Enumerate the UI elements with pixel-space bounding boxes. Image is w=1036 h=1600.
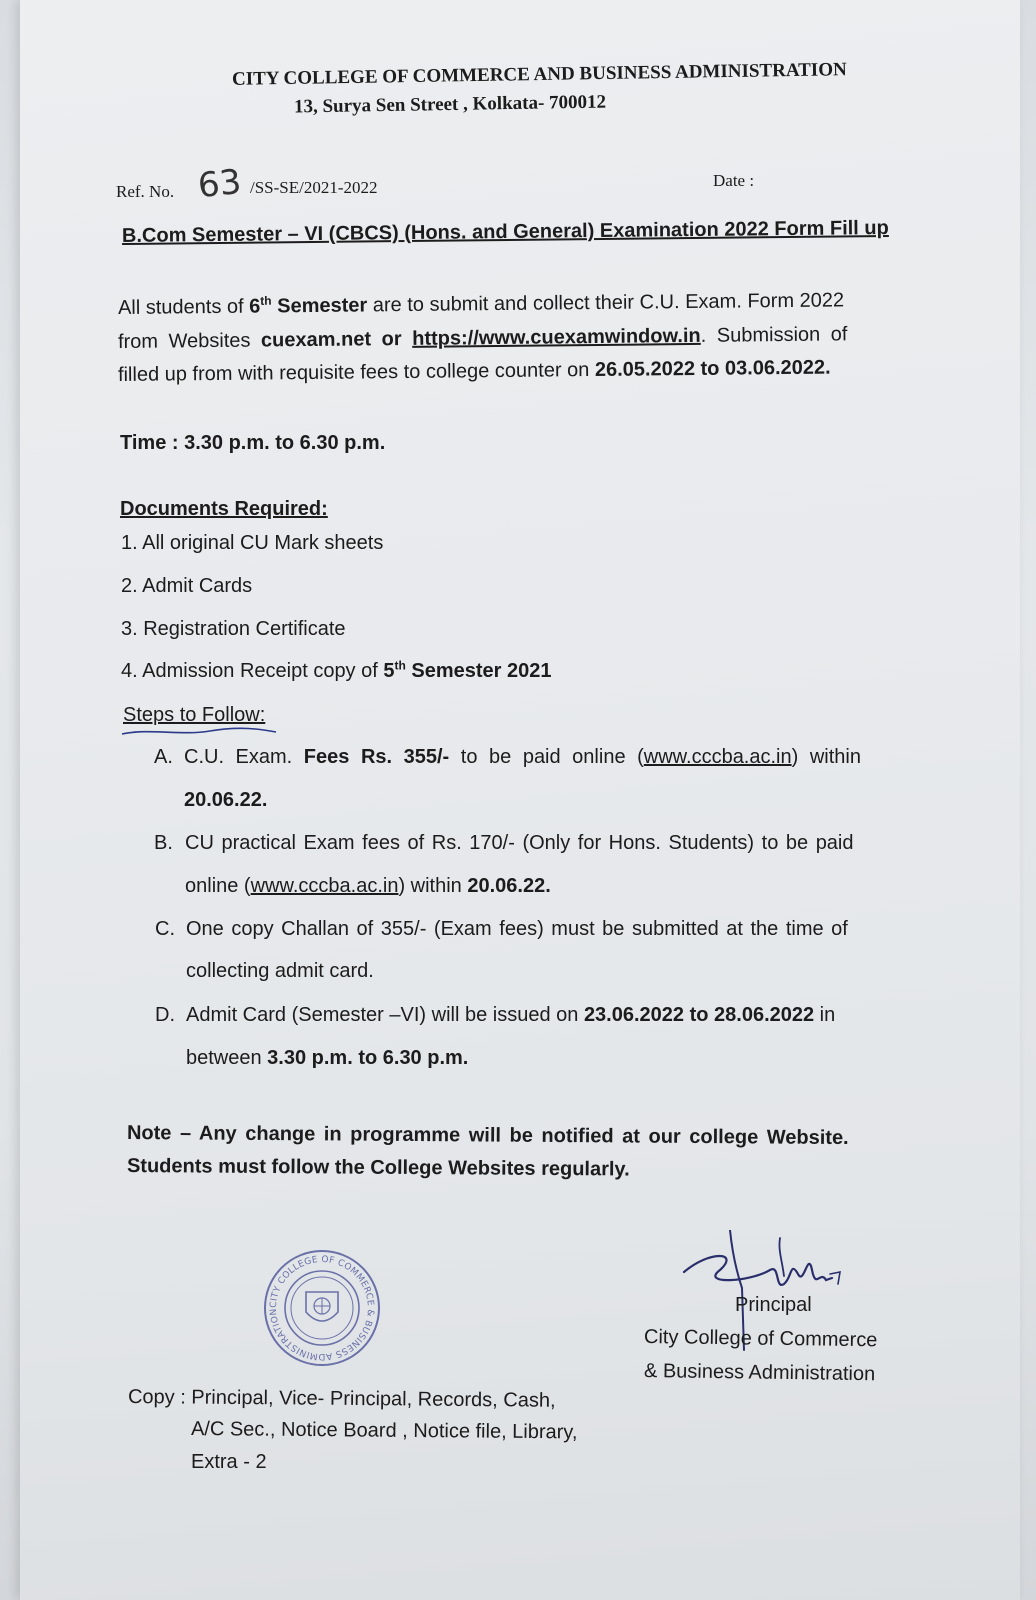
- document-item-4: 4. Admission Receipt copy of 5th Semester 2021: [121, 658, 552, 682]
- copy-line-1: Copy : Principal, Vice- Principal, Records, Cash,: [127, 1386, 556, 1412]
- documents-heading: Documents Required:: [120, 498, 328, 520]
- svg-text:CITY COLLEGE OF COMMERCE & BUS: CITY COLLEGE OF COMMERCE & BUSINESS ADMINISTRATION: [268, 1254, 376, 1362]
- step-c-letter: C.: [155, 918, 175, 940]
- steps-heading: Steps to Follow:: [123, 704, 266, 726]
- college-name: CITY COLLEGE OF COMMERCE AND BUSINESS ADMINISTRATION: [231, 59, 847, 90]
- step-d-line-2: between 3.30 p.m. to 6.30 p.m.: [186, 1047, 469, 1069]
- date-label: Date :: [713, 171, 755, 190]
- ref-suffix: /SS-SE/2021-2022: [250, 178, 378, 197]
- cuexam-link[interactable]: cuexam.net: [260, 328, 372, 352]
- intro-line-1: All students of 6th Semester are to submit and collect their C.U. Exam. Form 2022: [117, 289, 845, 319]
- copy-line-2: A/C Sec., Notice Board , Notice file, Library,: [190, 1418, 578, 1444]
- subject-heading: B.Com Semester – VI (CBCS) (Hons. and General) Examination 2022 Form Fill up: [121, 216, 889, 247]
- ref-number-handwritten: 63: [196, 161, 244, 207]
- step-d-line-1: Admit Card (Semester –VI) will be issued on 23.06.2022 to 28.06.2022 in: [186, 1004, 836, 1026]
- step-b-line-2: online (www.cccba.ac.in) within 20.06.22.: [185, 875, 551, 897]
- college-seal-stamp: [262, 1248, 382, 1368]
- cccba-link-a[interactable]: www.cccba.ac.in: [643, 746, 792, 768]
- step-c-line-2: collecting admit card.: [186, 960, 374, 982]
- signature-college-line-2: & Business Administration: [643, 1360, 876, 1386]
- step-b-letter: B.: [154, 832, 173, 854]
- principal-title: Principal: [735, 1294, 812, 1316]
- step-d-letter: D.: [155, 1004, 175, 1026]
- step-a-letter: A.: [154, 746, 173, 768]
- cuexamwindow-link[interactable]: https://www.cuexamwindow.in: [412, 324, 701, 350]
- copy-line-3: Extra - 2: [191, 1451, 267, 1473]
- college-address: 13, Surya Sen Street , Kolkata- 700012: [293, 91, 607, 118]
- step-a-date: 20.06.22.: [184, 789, 268, 811]
- document-item-1: 1. All original CU Mark sheets: [121, 532, 384, 554]
- document-item-2: 2. Admit Cards: [121, 575, 253, 597]
- document-item-3: 3. Registration Certificate: [121, 618, 346, 640]
- note-line-1: Note – Any change in programme will be notified at our college Website.: [126, 1122, 849, 1150]
- intro-line-2: from Websites cuexam.net or https://www.cuexamwindow.in. Submission of: [117, 323, 848, 353]
- step-c-line-1: One copy Challan of 355/- (Exam fees) must be submitted at the time of: [186, 918, 848, 940]
- signature-college-line-1: City College of Commerce: [643, 1326, 878, 1352]
- cccba-link-b[interactable]: www.cccba.ac.in: [250, 875, 399, 897]
- step-b-line-1: CU practical Exam fees of Rs. 170/- (Only for Hons. Students) to be paid: [185, 832, 854, 854]
- time-line: Time : 3.30 p.m. to 6.30 p.m.: [120, 432, 386, 454]
- step-a-line-1: C.U. Exam. Fees Rs. 355/- to be paid online (www.cccba.ac.in) within: [184, 746, 861, 768]
- intro-line-3: filled up from with requisite fees to college counter on 26.05.2022 to 03.06.2022.: [117, 356, 831, 386]
- ref-label: Ref. No.: [116, 182, 175, 201]
- note-line-2: Students must follow the College Websites regularly.: [126, 1155, 630, 1181]
